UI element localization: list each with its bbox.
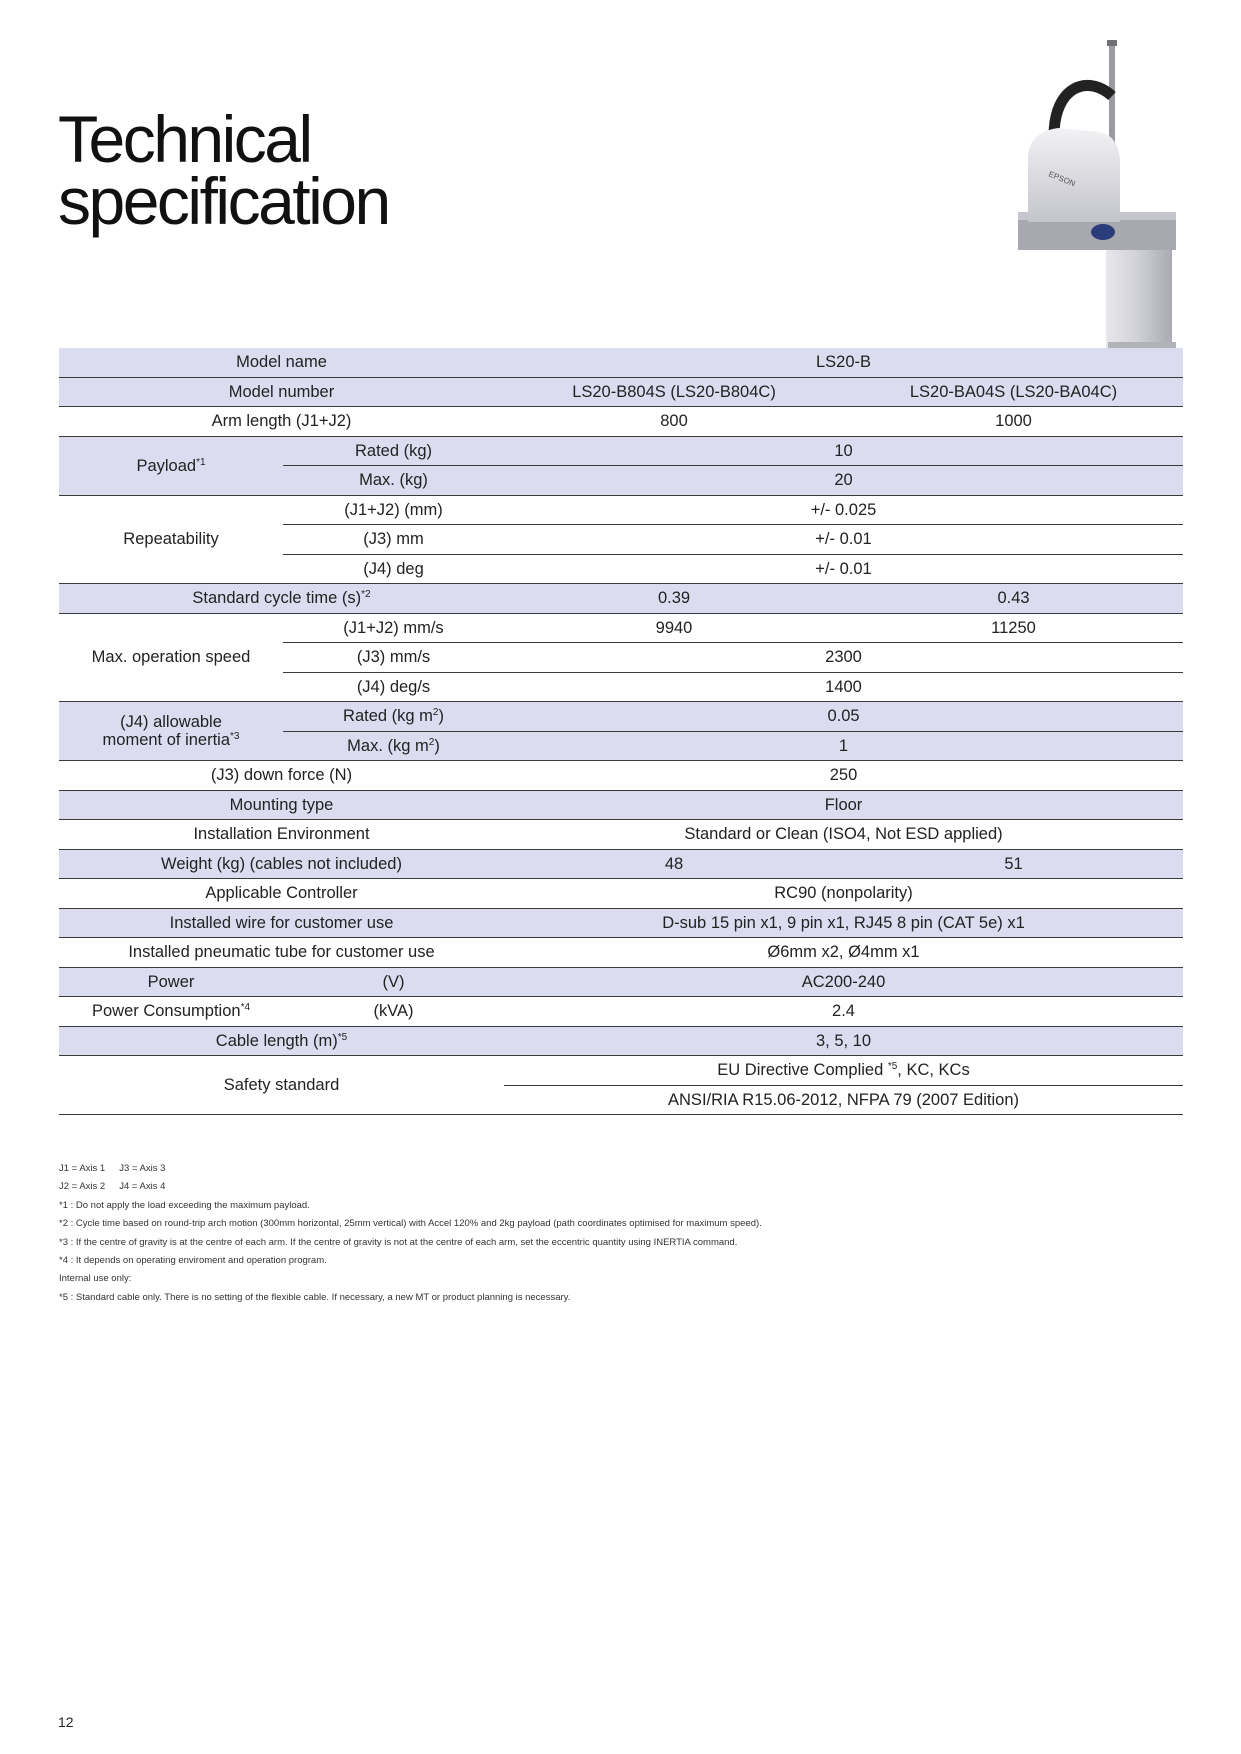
repeatability-j1j2-label: (J1+J2) (mm) xyxy=(283,495,504,525)
speed-j1j2-label: (J1+J2) mm/s xyxy=(283,613,504,643)
inertia-max-label: Max. (kg $m^2$) xyxy=(283,731,504,761)
axis-legend-2: J2 = Axis 2 J4 = Axis 4 xyxy=(59,1181,166,1193)
spec-table xyxy=(59,348,1183,1115)
payload-rated-value: 10 xyxy=(504,436,1183,466)
row-model-name xyxy=(59,348,1183,377)
row-power xyxy=(59,967,1183,997)
page-title-line-2: specification xyxy=(58,164,389,238)
footnote-1: *1 : Do not apply the load exceeding the maximum payload. xyxy=(59,1199,310,1211)
speed-j1j2-b: 11250 xyxy=(844,613,1183,643)
arm-length-b: 1000 xyxy=(844,407,1183,437)
max-speed-label: Max. operation speed xyxy=(59,613,283,702)
footnote-4: *4 : It depends on operating enviroment and operation program. xyxy=(59,1254,327,1266)
controller-value: RC90 (nonpolarity) xyxy=(504,879,1183,909)
controller-label: Applicable Controller xyxy=(59,879,504,909)
speed-j1j2-a: 9940 xyxy=(504,613,844,643)
repeatability-j3-label: (J3) mm xyxy=(283,525,504,555)
row-repeatability-j1j2 xyxy=(59,495,1183,525)
environment-value: Standard or Clean (ISO4, Not ESD applied) xyxy=(504,820,1183,850)
model-number-label: Model number xyxy=(59,377,504,407)
speed-j4-label: (J4) deg/s xyxy=(283,672,504,702)
speed-j3-value: 2300 xyxy=(504,643,1183,673)
tube-value: Ø6mm x2, Ø4mm x1 xyxy=(504,938,1183,968)
cycle-time-a: 0.39 xyxy=(504,584,844,614)
power-value: AC200-240 xyxy=(504,967,1183,997)
page-number: 12 xyxy=(58,1714,74,1730)
row-cable xyxy=(59,1026,1183,1056)
power-unit: (V) xyxy=(283,967,504,997)
row-model-number xyxy=(59,377,1183,407)
safety-value-1: EU Directive Complied $^{*5}$, KC, KCs xyxy=(504,1056,1183,1086)
row-speed-j1j2 xyxy=(59,613,1183,643)
row-down-force xyxy=(59,761,1183,791)
row-payload-rated xyxy=(59,436,1183,466)
page-title xyxy=(58,102,389,238)
speed-j3-label: (J3) mm/s xyxy=(283,643,504,673)
repeatability-label: Repeatability xyxy=(59,495,283,584)
consumption-label: Power Consumption$^{*4}$ xyxy=(59,997,283,1027)
wire-label: Installed wire for customer use xyxy=(59,908,504,938)
down-force-label: (J3) down force (N) xyxy=(59,761,504,791)
weight-b: 51 xyxy=(844,849,1183,879)
mounting-label: Mounting type xyxy=(59,790,504,820)
cycle-time-b: 0.43 xyxy=(844,584,1183,614)
row-wire xyxy=(59,908,1183,938)
weight-label: Weight (kg) (cables not included) xyxy=(59,849,504,879)
down-force-value: 250 xyxy=(504,761,1183,791)
row-arm-length xyxy=(59,407,1183,437)
row-mounting xyxy=(59,790,1183,820)
row-tube xyxy=(59,938,1183,968)
safety-label: Safety standard xyxy=(59,1056,504,1115)
payload-rated-label: Rated (kg) xyxy=(283,436,504,466)
inertia-max-value: 1 xyxy=(504,731,1183,761)
consumption-unit: (kVA) xyxy=(283,997,504,1027)
payload-max-value: 20 xyxy=(504,466,1183,496)
safety-value-2: ANSI/RIA R15.06-2012, NFPA 79 (2007 Edition) xyxy=(504,1085,1183,1115)
consumption-value: 2.4 xyxy=(504,997,1183,1027)
model-number-b: LS20-BA04S (LS20-BA04C) xyxy=(844,377,1183,407)
row-environment xyxy=(59,820,1183,850)
model-name-value: LS20-B xyxy=(504,348,1183,377)
inertia-rated-value: 0.05 xyxy=(504,702,1183,732)
cable-label: Cable length $(m)^{*5}$ xyxy=(59,1026,504,1056)
environment-label: Installation Environment xyxy=(59,820,504,850)
payload-label: Payload$^{*1}$ xyxy=(59,436,283,495)
footnotes xyxy=(59,1160,762,1307)
footnote-3: *3 : If the centre of gravity is at the centre of each arm. If the centre of gravity is not at the centre of each arm, set the eccentric quantity using INERTIA command. xyxy=(59,1236,738,1248)
repeatability-j1j2-value: +/- 0.025 xyxy=(504,495,1183,525)
weight-a: 48 xyxy=(504,849,844,879)
row-weight xyxy=(59,849,1183,879)
model-name-label: Model name xyxy=(59,348,504,377)
internal-use-note: Internal use only: xyxy=(59,1273,132,1285)
arm-length-a: 800 xyxy=(504,407,844,437)
arm-length-label: Arm length (J1+J2) xyxy=(59,407,504,437)
speed-j4-value: 1400 xyxy=(504,672,1183,702)
power-label: Power xyxy=(59,967,283,997)
scara-robot-image xyxy=(1008,36,1198,376)
wire-value: D-sub 15 pin x1, 9 pin x1, RJ45 8 pin (CAT 5e) x1 xyxy=(504,908,1183,938)
inertia-label: (J4) allowable moment of inertia$^{*3}$ xyxy=(59,702,283,761)
axis-legend-1: J1 = Axis 1 J3 = Axis 3 xyxy=(59,1163,166,1174)
mounting-value: Floor xyxy=(504,790,1183,820)
model-number-a: LS20-B804S (LS20-B804C) xyxy=(504,377,844,407)
page-title-line-1: Technical xyxy=(58,102,311,176)
repeatability-j4-label: (J4) deg xyxy=(283,554,504,584)
cycle-time-label: Standard cycle time $(s)^{*2}$ xyxy=(59,584,504,614)
row-inertia-rated xyxy=(59,702,1183,732)
payload-max-label: Max. (kg) xyxy=(283,466,504,496)
repeatability-j3-value: +/- 0.01 xyxy=(504,525,1183,555)
row-cycle-time xyxy=(59,584,1183,614)
row-safety-1 xyxy=(59,1056,1183,1086)
footnote-5: *5 : Standard cable only. There is no setting of the flexible cable. If necessary, a new MT or product planning is necessary. xyxy=(59,1291,571,1303)
brand-text: EPSON xyxy=(1047,169,1077,189)
footnote-2: *2 : Cycle time based on round-trip arch motion (300mm horizontal, 25mm vertical) with Accel 120% and 2kg payload (path coordinates optimised for maximum speed). xyxy=(59,1218,762,1230)
tube-label: Installed pneumatic tube for customer use xyxy=(59,938,504,968)
cable-value: 3, 5, 10 xyxy=(504,1026,1183,1056)
row-consumption xyxy=(59,997,1183,1027)
row-controller xyxy=(59,879,1183,909)
repeatability-j4-value: +/- 0.01 xyxy=(504,554,1183,584)
inertia-rated-label: Rated (kg $m^2$) xyxy=(283,702,504,732)
